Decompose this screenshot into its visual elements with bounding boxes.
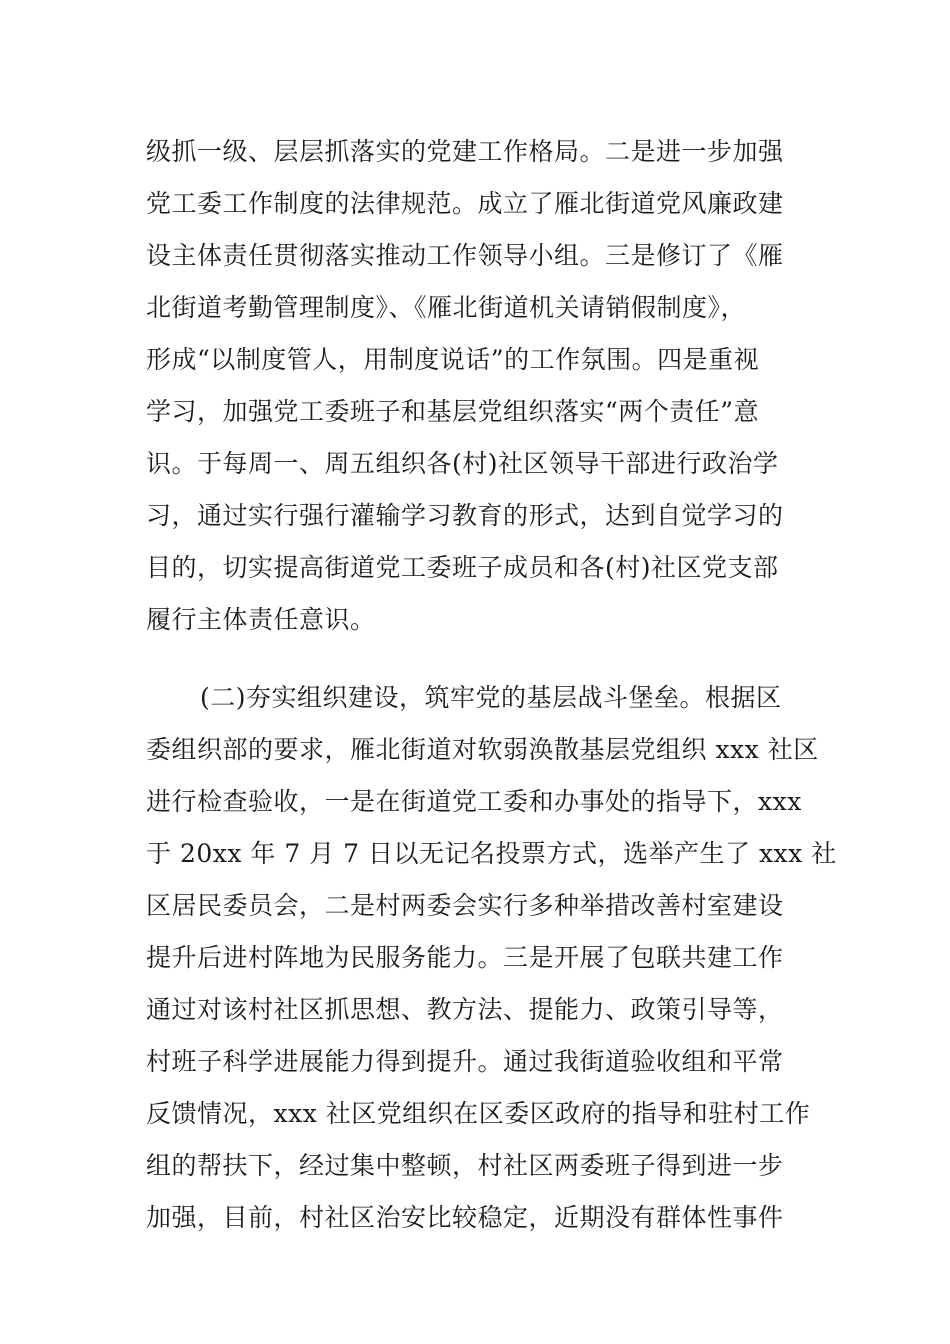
text-line: 北街道考勤管理制度》、《雁北街道机关请销假制度》， <box>146 293 747 322</box>
paragraph-party-building-system <box>146 126 816 646</box>
text-line: 通过对该村社区抓思想、教方法、提能力、政策引导等， <box>146 995 784 1024</box>
text-line: 加强，目前，村社区治安比较稳定，近期没有群体性事件 <box>146 1203 784 1232</box>
text-line: 形成“以制度管人，用制度说话”的工作氛围。四是重视 <box>146 345 760 374</box>
text-line: 识。于每周一、周五组织各(村)社区领导干部进行政治学 <box>146 449 779 478</box>
text-line: 目的，切实提高街道党工委班子成员和各(村)社区党支部 <box>146 553 779 582</box>
text-line: (二)夯实组织建设，筑牢党的基层战斗堡垒。根据区 <box>200 683 782 712</box>
text-line: 习，通过实行强行灌输学习教育的形式，达到自觉学习的 <box>146 501 784 530</box>
paragraph-organization-building <box>146 672 837 1244</box>
text-line: 反馈情况，xxx 社区党组织在区委区政府的指导和驻村工作 <box>146 1099 811 1128</box>
text-line: 学习，加强党工委班子和基层党组织落实“两个责任”意 <box>146 397 760 426</box>
text-line: 提升后进村阵地为民服务能力。三是开展了包联共建工作 <box>146 943 784 972</box>
text-line: 履行主体责任意识。 <box>146 605 376 634</box>
text-line: 设主体责任贯彻落实推动工作领导小组。三是修订了《雁 <box>146 241 784 270</box>
text-line: 村班子科学进展能力得到提升。通过我街道验收组和平常 <box>146 1047 784 1076</box>
text-line: 于 20xx 年 7 月 7 日以无记名投票方式，选举产生了 xxx 社 <box>146 839 837 868</box>
text-line: 委组织部的要求，雁北街道对软弱涣散基层党组织 xxx 社区 <box>146 735 819 764</box>
text-line: 党工委工作制度的法律规范。成立了雁北街道党风廉政建 <box>146 189 784 218</box>
text-line: 级抓一级、层层抓落实的党建工作格局。二是进一步加强 <box>146 137 784 166</box>
text-line: 进行检查验收，一是在街道党工委和办事处的指导下，xxx <box>146 787 802 816</box>
text-line: 区居民委员会，二是村两委会实行多种举措改善村室建设 <box>146 891 784 920</box>
text-line: 组的帮扶下，经过集中整顿，村社区两委班子得到进一步 <box>146 1151 784 1180</box>
